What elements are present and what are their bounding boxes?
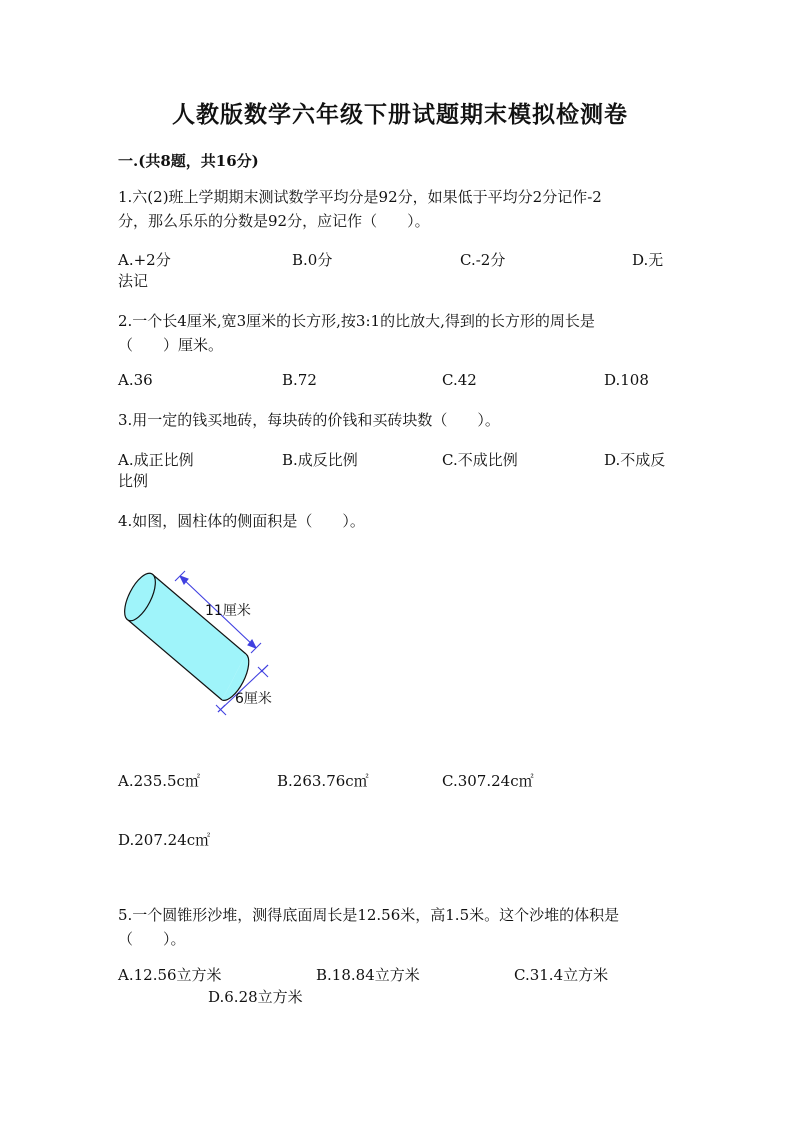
question-1	[118, 185, 678, 233]
q3-option-d-wrap: 比例	[118, 472, 149, 490]
q1-option-a: A.+2分	[118, 251, 171, 269]
q3-option-a: A.成正比例	[118, 451, 194, 469]
page-title: 人教版数学六年级下册试题期末模拟检测卷	[172, 102, 628, 128]
question-5-line-2: （ ）。	[118, 930, 186, 948]
question-5	[118, 903, 678, 951]
q1-option-b: B.0分	[292, 251, 333, 269]
diameter-label: 6厘米	[235, 691, 272, 707]
q1-option-d-wrap: 法记	[118, 272, 149, 290]
question-2-line-2: （ ）厘米。	[118, 336, 224, 354]
q4-option-b: B.263.76c㎡	[277, 772, 369, 790]
q1-option-c: C.-2分	[460, 251, 506, 269]
q3-option-b: B.成反比例	[282, 451, 358, 469]
question-5-line-1: 5.一个圆锥形沙堆，测得底面周长是12.56米，高1.5米。这个沙堆的体积是	[118, 906, 620, 924]
q2-option-b: B.72	[282, 371, 317, 389]
q2-option-c: C.42	[442, 371, 477, 389]
q5-option-c: C.31.4立方米	[514, 966, 609, 984]
cylinder-figure	[118, 560, 298, 725]
q2-option-d: D.108	[604, 371, 649, 389]
question-2-line-1: 2.一个长4厘米,宽3厘米的长方形,按3:1的比放大,得到的长方形的周长是	[118, 312, 595, 330]
q5-option-b: B.18.84立方米	[316, 966, 420, 984]
q4-option-c: C.307.24c㎡	[442, 772, 534, 790]
question-4-line-1: 4.如图，圆柱体的侧面积是（ ）。	[118, 512, 365, 530]
section-heading: 一.(共8题，共16分)	[118, 152, 259, 170]
q3-option-d: D.不成反	[604, 451, 666, 469]
q3-option-c: C.不成比例	[442, 451, 518, 469]
length-label: 11厘米	[205, 603, 251, 619]
q4-option-a: A.235.5c㎡	[118, 772, 200, 790]
question-1-line-2: 分，那么乐乐的分数是92分，应记作（ ）。	[118, 212, 430, 230]
q2-option-a: A.36	[118, 371, 153, 389]
q4-option-d: D.207.24c㎡	[118, 831, 211, 849]
q5-option-d: D.6.28立方米	[208, 988, 303, 1006]
question-1-line-1: 1.六(2)班上学期期末测试数学平均分是92分，如果低于平均分2分记作-2	[118, 188, 602, 206]
question-3	[118, 408, 678, 432]
question-2	[118, 309, 678, 357]
question-4	[118, 509, 678, 533]
q5-option-a: A.12.56立方米	[118, 966, 222, 984]
question-3-line-1: 3.用一定的钱买地砖，每块砖的价钱和买砖块数（ ）。	[118, 411, 500, 429]
q1-option-d: D.无	[632, 251, 664, 269]
